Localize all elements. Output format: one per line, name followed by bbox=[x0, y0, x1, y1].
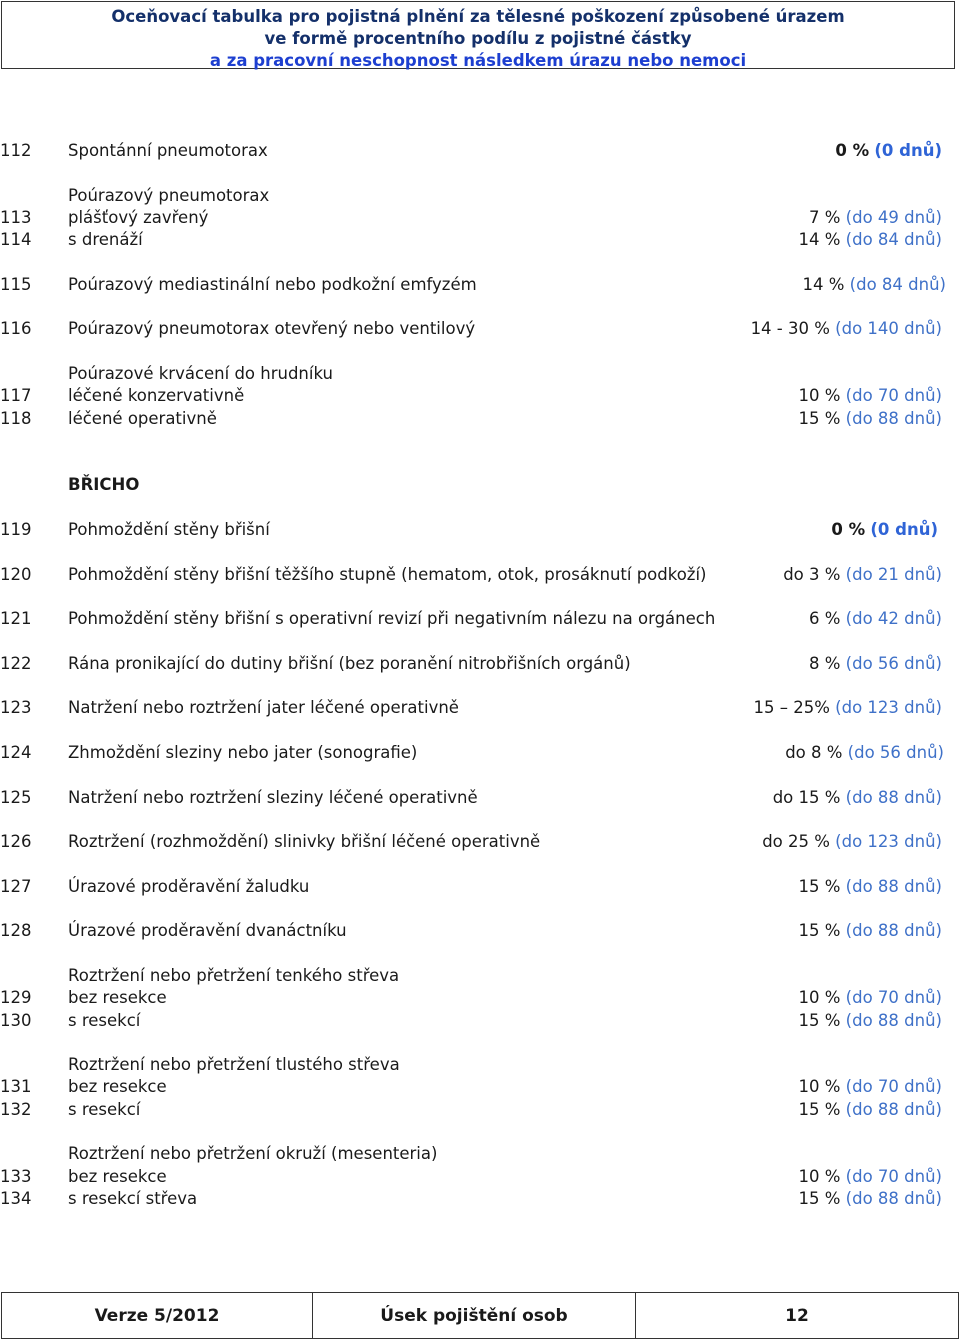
item-text: Roztržení (rozhmoždění) slinivky břišní léčené operativně bbox=[68, 832, 541, 852]
item-number: 118 bbox=[0, 408, 32, 428]
item-value: 14 - 30 % (do 140 dnů) bbox=[750, 319, 942, 339]
item-value: 15 % (do 88 dnů) bbox=[798, 1188, 942, 1208]
table-row bbox=[0, 564, 960, 586]
table-row bbox=[0, 1188, 960, 1210]
table-row bbox=[0, 1010, 960, 1032]
header-title-line-3: a za pracovní neschopnost následkem úrazu nebo nemoci bbox=[209, 51, 747, 70]
item-number: 116 bbox=[0, 319, 32, 339]
table-row bbox=[0, 787, 960, 809]
table-row bbox=[0, 742, 960, 764]
item-text: plášťový zavřený bbox=[68, 207, 209, 227]
item-number: 117 bbox=[0, 386, 32, 406]
table-row bbox=[0, 608, 960, 630]
item-text: s resekcí střeva bbox=[68, 1188, 198, 1208]
item-text: s drenáží bbox=[68, 230, 143, 250]
item-text: Zhmoždění sleziny nebo jater (sonografie) bbox=[68, 743, 418, 763]
item-text: s resekcí bbox=[68, 1099, 141, 1119]
item-text: Poúrazový pneumotorax otevřený nebo ventilový bbox=[68, 319, 476, 339]
item-number: 128 bbox=[0, 921, 32, 941]
table-row bbox=[0, 385, 960, 407]
item-text: Pohmoždění stěny břišní těžšího stupně (hematom, otok, prosáknutí podkoží) bbox=[68, 564, 707, 584]
table-row bbox=[0, 987, 960, 1009]
table-row bbox=[0, 140, 960, 162]
item-value: 10 % (do 70 dnů) bbox=[798, 1166, 942, 1186]
group-heading: Poúrazové krvácení do hrudníku bbox=[68, 363, 333, 383]
item-value: 10 % (do 70 dnů) bbox=[798, 386, 942, 406]
table-row bbox=[0, 1076, 960, 1098]
group-heading: Roztržení nebo přetržení tenkého střeva bbox=[68, 965, 400, 985]
item-number: 112 bbox=[0, 141, 32, 160]
item-text: bez resekce bbox=[68, 1077, 167, 1097]
table-row bbox=[0, 519, 960, 541]
item-text: léčené operativně bbox=[68, 408, 217, 428]
table-row bbox=[0, 1166, 960, 1188]
item-text: s resekcí bbox=[68, 1010, 141, 1030]
footer-department: Úsek pojištění osob bbox=[313, 1293, 636, 1338]
item-value: 7 % (do 49 dnů) bbox=[809, 207, 942, 227]
item-number: 130 bbox=[0, 1010, 32, 1030]
item-value: 0 % (0 dnů) bbox=[835, 141, 942, 160]
item-value: 15 % (do 88 dnů) bbox=[798, 921, 942, 941]
header-title-line-1: Oceňovací tabulka pro pojistná plnění za tělesné poškození způsobené úrazem bbox=[111, 7, 845, 26]
group-heading: Roztržení nebo přetržení tlustého střeva bbox=[68, 1055, 400, 1075]
item-number: 121 bbox=[0, 609, 32, 629]
item-text: bez resekce bbox=[68, 1166, 167, 1186]
item-number: 127 bbox=[0, 876, 32, 896]
item-number: 129 bbox=[0, 988, 32, 1008]
item-number: 134 bbox=[0, 1188, 32, 1208]
table-row bbox=[0, 1099, 960, 1121]
group-heading: Poúrazový pneumotorax bbox=[68, 185, 270, 205]
section-heading: BŘICHO bbox=[68, 475, 140, 495]
item-text: léčené konzervativně bbox=[68, 386, 245, 406]
item-text: Pohmoždění stěny břišní bbox=[68, 520, 270, 540]
item-number: 125 bbox=[0, 787, 32, 807]
item-number: 115 bbox=[0, 274, 32, 294]
item-number: 126 bbox=[0, 832, 32, 852]
item-text: bez resekce bbox=[68, 988, 167, 1008]
item-number: 114 bbox=[0, 230, 32, 250]
item-text: Rána pronikající do dutiny břišní (bez poranění nitrobřišních orgánů) bbox=[68, 653, 631, 673]
footer-page-number: 12 bbox=[785, 1305, 809, 1326]
footer-version: Verze 5/2012 bbox=[2, 1293, 313, 1338]
item-value: do 15 % (do 88 dnů) bbox=[772, 787, 942, 807]
item-text: Poúrazový mediastinální nebo podkožní emfyzém bbox=[68, 274, 477, 294]
item-number: 122 bbox=[0, 653, 32, 673]
item-number: 113 bbox=[0, 207, 32, 227]
item-value: 6 % (do 42 dnů) bbox=[809, 609, 942, 629]
item-value: 15 % (do 88 dnů) bbox=[798, 1099, 942, 1119]
item-value: 14 % (do 84 dnů) bbox=[798, 230, 942, 250]
item-value: do 25 % (do 123 dnů) bbox=[762, 832, 942, 852]
item-text: Spontánní pneumotorax bbox=[68, 141, 268, 160]
item-value: do 3 % (do 21 dnů) bbox=[783, 564, 942, 584]
item-number: 119 bbox=[0, 520, 32, 540]
table-row bbox=[0, 697, 960, 719]
table-row bbox=[0, 876, 960, 898]
item-value: 8 % (do 56 dnů) bbox=[809, 653, 942, 673]
item-value: 14 % (do 84 dnů) bbox=[802, 274, 946, 294]
table-row bbox=[0, 653, 960, 675]
item-value: 15 % (do 88 dnů) bbox=[798, 1010, 942, 1030]
document-header bbox=[1, 1, 955, 69]
item-value: 10 % (do 70 dnů) bbox=[798, 1077, 942, 1097]
table-row bbox=[0, 408, 960, 430]
item-value: 15 % (do 88 dnů) bbox=[798, 408, 942, 428]
item-number: 124 bbox=[0, 743, 32, 763]
item-value: 15 % (do 88 dnů) bbox=[798, 876, 942, 896]
table-row bbox=[0, 318, 960, 340]
item-text: Natržení nebo roztržení jater léčené operativně bbox=[68, 698, 459, 718]
item-text: Úrazové proděravění žaludku bbox=[68, 876, 310, 896]
item-value: do 8 % (do 56 dnů) bbox=[785, 743, 944, 763]
item-number: 132 bbox=[0, 1099, 32, 1119]
document-footer bbox=[1, 1292, 959, 1339]
item-text: Úrazové proděravění dvanáctníku bbox=[68, 921, 347, 941]
item-value: 10 % (do 70 dnů) bbox=[798, 988, 942, 1008]
item-text: Pohmoždění stěny břišní s operativní revizí při negativním nálezu na orgánech bbox=[68, 609, 716, 629]
item-number: 131 bbox=[0, 1077, 32, 1097]
item-number: 133 bbox=[0, 1166, 32, 1186]
item-value: 15 – 25% (do 123 dnů) bbox=[753, 698, 942, 718]
table-row bbox=[0, 229, 960, 251]
table-row bbox=[0, 207, 960, 229]
item-number: 123 bbox=[0, 698, 32, 718]
item-number: 120 bbox=[0, 564, 32, 584]
rating-table bbox=[0, 140, 960, 1210]
item-value: 0 % (0 dnů) bbox=[831, 520, 938, 540]
item-text: Natržení nebo roztržení sleziny léčené operativně bbox=[68, 787, 478, 807]
table-row bbox=[0, 831, 960, 853]
table-row bbox=[0, 920, 960, 942]
header-title-line-2: ve formě procentního podílu z pojistné částky bbox=[264, 29, 692, 48]
table-row bbox=[0, 274, 960, 296]
group-heading: Roztržení nebo přetržení okruží (mesenteria) bbox=[68, 1144, 438, 1164]
